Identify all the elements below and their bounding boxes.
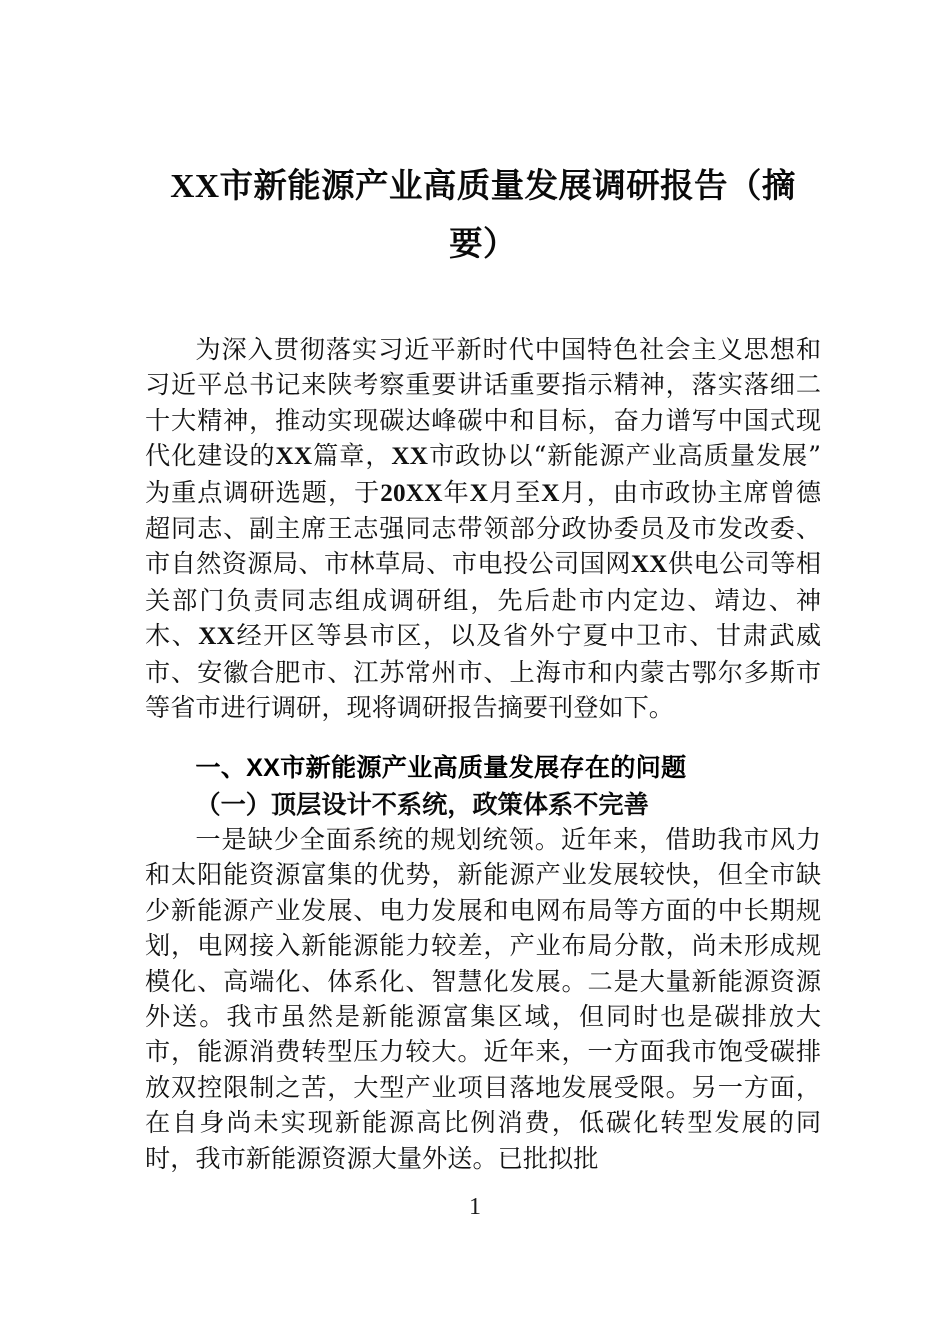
page-title: XX市新能源产业高质量发展调研报告（摘要）: [170, 168, 796, 263]
page-number: 1: [469, 1194, 481, 1220]
section-paragraph: 一是缺少全面系统的规划统领。近年来，借助我市风力和太阳能资源富集的优势，新能源产业发展较快，但全市缺少新能源产业发展、电力发展和电网布局等方面的中长期规划，电网接入新能源能力较差，产业布局分散，尚未形成规模化、高端化、体系化、智慧化发展。二是大量新能源资源外送。我市虽然是新能源富集区域，但同时也是碳排放大市，能源消费转型压力较大。近年来，一方面我市饱受碳排放双控限制之苦，大型产业项目落地发展受限。另一方面，在自身尚未实现新能源高比例消费，低碳化转型发展的同时，我市新能源资源大量外送。已批拟批: [145, 825, 821, 1173]
title-block: [145, 158, 821, 274]
section-heading-level1: 一、XX市新能源产业高质量发展存在的问题: [195, 754, 687, 782]
intro-paragraph-block: [145, 332, 821, 725]
headings-block: [145, 750, 821, 822]
section-paragraph-block: [145, 822, 821, 1176]
section-heading-level2: （一）顶层设计不系统，政策体系不完善: [195, 789, 649, 819]
intro-paragraph: 为深入贯彻落实习近平新时代中国特色社会主义思想和习近平总书记来陕考察重要讲话重要指示精神，落实落细二十大精神，推动实现碳达峰碳中和目标，奋力谱写中国式现代化建设的XX篇章，XX市政协以“新能源产业高质量发展”为重点调研选题，于20XX年X月至X月，由市政协主席曾德超同志、副主席王志强同志带领部分政协委员及市发改委、市自然资源局、市林草局、市电投公司国网XX供电公司等相关部门负责同志组成调研组，先后赴市内定边、靖边、神木、XX经开区等县市区，以及省外宁夏中卫市、甘肃武威市、安徽合肥市、江苏常州市、上海市和内蒙古鄂尔多斯市等省市进行调研，现将调研报告摘要刊登如下。: [145, 335, 822, 723]
